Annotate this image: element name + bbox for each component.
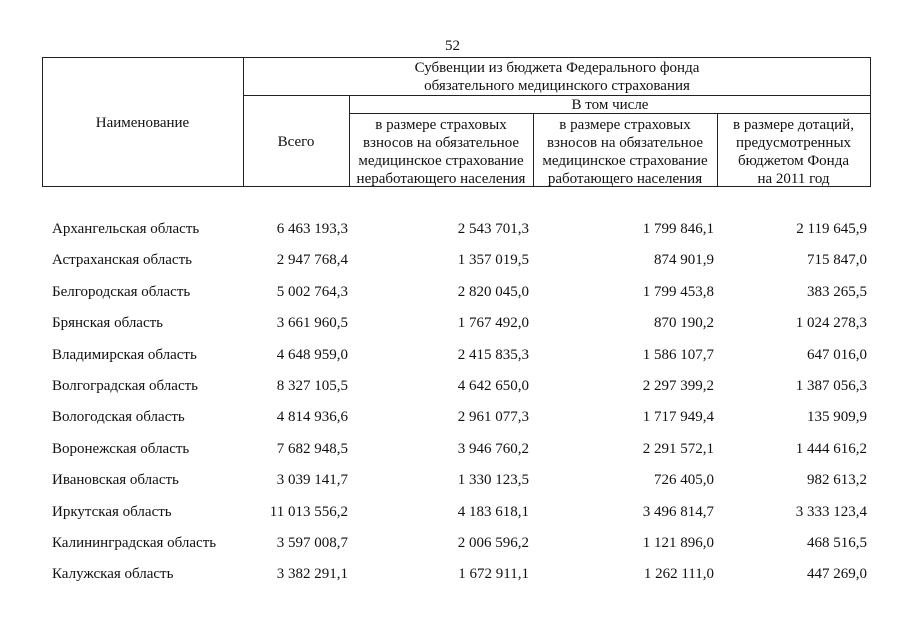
nonworking-value: 2 961 077,3: [457, 409, 529, 426]
table-row: [0, 401, 905, 432]
table-row: [0, 464, 905, 495]
nonworking-value: 3 946 760,2: [457, 440, 529, 457]
subsidy-value: 468 516,5: [807, 534, 867, 551]
header-name: Наименование: [95, 115, 190, 131]
subsidy-value: 135 909,9: [807, 409, 867, 426]
header-total: Всего: [277, 134, 315, 150]
total-value: 5 002 764,3: [276, 283, 348, 300]
header-line: взносов на обязательное: [362, 135, 520, 151]
header-line: бюджетом Фонда: [737, 153, 849, 169]
header-group-title: [243, 59, 871, 95]
subsidy-value: 1 387 056,3: [795, 377, 867, 394]
header-top-border: [42, 57, 871, 58]
working-value: 3 496 814,7: [642, 503, 714, 520]
header-line: работающего населения: [547, 171, 703, 187]
header-col-working: [533, 116, 717, 188]
total-value: 3 661 960,5: [276, 315, 348, 332]
table-row: [0, 339, 905, 370]
working-value: 1 121 896,0: [642, 534, 714, 551]
region-name: Владимирская область: [52, 346, 197, 363]
nonworking-value: 1 767 492,0: [457, 315, 529, 332]
table-body: [0, 213, 905, 590]
nonworking-value: 2 543 701,3: [457, 221, 529, 237]
total-value: 6 463 193,3: [276, 221, 348, 237]
region-name: Калининградская область: [52, 534, 217, 551]
total-value: 4 814 936,6: [276, 409, 348, 426]
nonworking-value: 2 006 596,2: [457, 534, 529, 551]
table-row: [0, 276, 905, 307]
table-row: [0, 370, 905, 401]
working-value: 1 799 453,8: [642, 283, 714, 300]
working-value: 1 586 107,7: [642, 346, 714, 363]
subsidy-value: 1 024 278,3: [795, 315, 867, 332]
header-group-title-line: обязательного медицинского страхования: [424, 78, 690, 94]
header-line: медицинское страхование: [542, 153, 708, 169]
subsidy-value: 715 847,0: [807, 252, 867, 269]
region-name: Ивановская область: [52, 472, 179, 489]
table-row: [0, 244, 905, 275]
header-line: медицинское страхование: [358, 153, 524, 169]
table-row: [0, 307, 905, 338]
subsidy-value: 3 333 123,4: [795, 503, 867, 520]
header-line: в размере страховых: [375, 117, 507, 133]
region-name: Брянская область: [52, 315, 164, 332]
nonworking-value: 1 330 123,5: [457, 472, 529, 489]
subsidy-value: 982 613,2: [807, 472, 867, 489]
table-row: [0, 213, 905, 244]
total-value: 2 947 768,4: [276, 252, 348, 269]
header-line: на 2011 год: [757, 171, 830, 187]
working-value: 1 717 949,4: [642, 409, 714, 426]
nonworking-value: 2 820 045,0: [457, 283, 529, 300]
subsidy-value: 383 265,5: [807, 283, 867, 300]
subsidy-value: 2 119 645,9: [796, 221, 867, 237]
region-name: Астраханская область: [52, 252, 192, 269]
header-col-subsidy: [717, 116, 870, 188]
header-including: В том числе: [571, 97, 649, 113]
working-value: 874 901,9: [654, 252, 714, 269]
subsidy-value: 447 269,0: [807, 566, 867, 583]
header-line: в размере страховых: [559, 117, 691, 133]
header-col-nonworking: [349, 116, 533, 188]
region-name: Белгородская область: [52, 283, 191, 300]
total-value: 11 013 556,2: [269, 503, 348, 520]
header-line: в размере дотаций,: [733, 117, 854, 133]
header-line: предусмотренных: [735, 135, 852, 151]
table-row: [0, 558, 905, 589]
total-value: 3 382 291,1: [276, 566, 348, 583]
nonworking-value: 4 642 650,0: [457, 377, 529, 394]
total-value: 4 648 959,0: [276, 346, 348, 363]
page-number: 52: [445, 38, 460, 54]
total-value: 3 597 008,7: [276, 534, 348, 551]
subsidy-value: 1 444 616,2: [795, 440, 867, 457]
region-name: Иркутская область: [52, 503, 172, 520]
working-value: 2 297 399,2: [642, 377, 714, 394]
working-value: 1 799 846,1: [642, 221, 714, 237]
header-group-title-line: Субвенции из бюджета Федерального фонда: [414, 60, 700, 76]
working-value: 1 262 111,0: [643, 566, 714, 583]
total-value: 7 682 948,5: [276, 440, 348, 457]
nonworking-value: 4 183 618,1: [457, 503, 529, 520]
nonworking-value: 1 672 911,1: [458, 566, 529, 583]
subsidy-value: 647 016,0: [807, 346, 867, 363]
working-value: 870 190,2: [654, 315, 714, 332]
header-line: взносов на обязательное: [546, 135, 704, 151]
working-value: 726 405,0: [654, 472, 714, 489]
region-name: Вологодская область: [52, 409, 185, 426]
region-name: Архангельская область: [52, 221, 200, 237]
nonworking-value: 2 415 835,3: [457, 346, 529, 363]
table-row: [0, 433, 905, 464]
table-row: [0, 496, 905, 527]
region-name: Воронежская область: [52, 440, 190, 457]
total-value: 8 327 105,5: [276, 377, 348, 394]
working-value: 2 291 572,1: [642, 440, 714, 457]
region-name: Калужская область: [52, 566, 174, 583]
total-value: 3 039 141,7: [276, 472, 348, 489]
header-line: неработающего населения: [356, 171, 526, 187]
region-name: Волгоградская область: [52, 377, 198, 394]
table-row: [0, 527, 905, 558]
nonworking-value: 1 357 019,5: [457, 252, 529, 269]
